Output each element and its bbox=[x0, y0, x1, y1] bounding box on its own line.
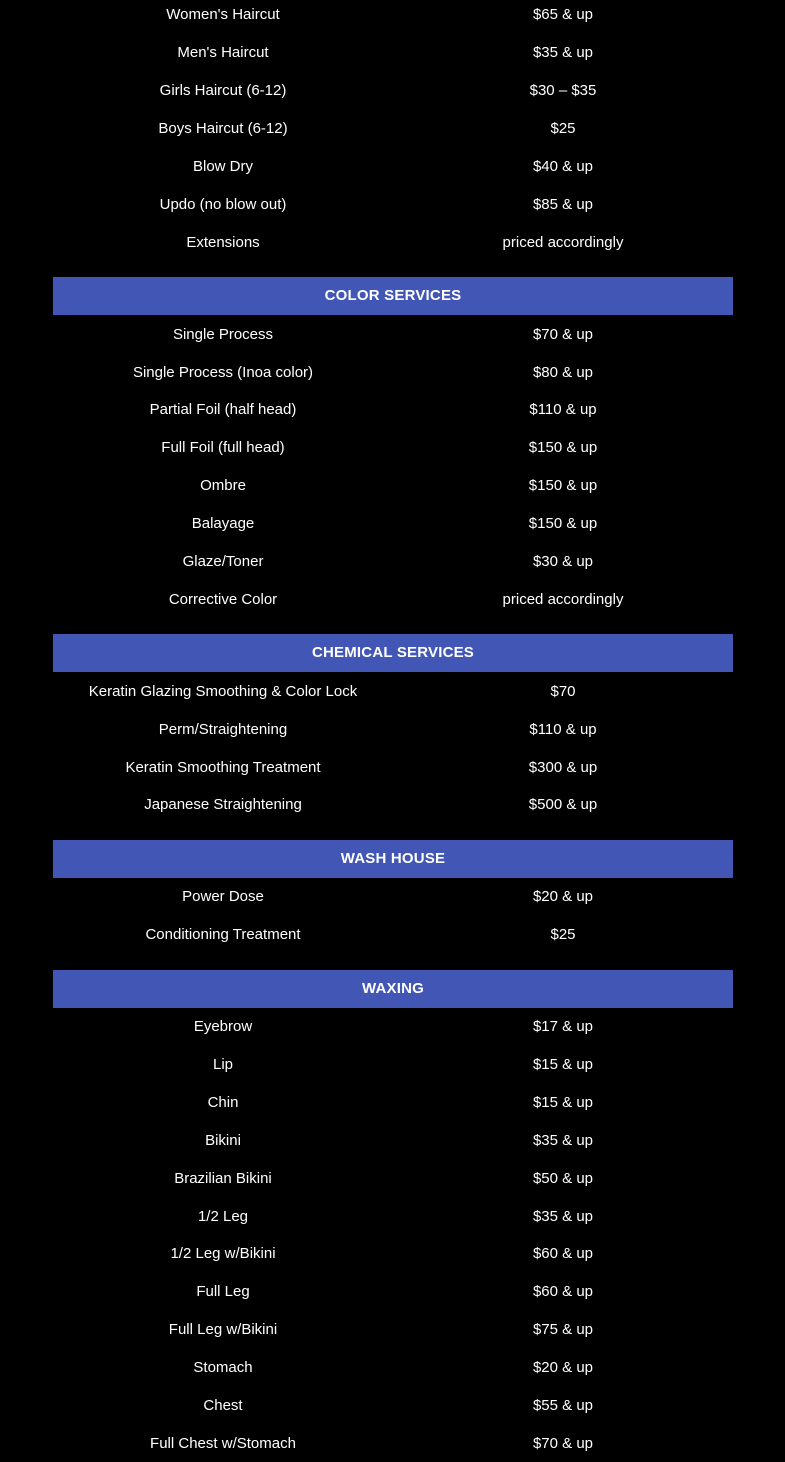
service-price: priced accordingly bbox=[393, 591, 733, 608]
service-price: $20 & up bbox=[393, 888, 733, 905]
price-row bbox=[53, 580, 733, 618]
service-name: Women's Haircut bbox=[53, 6, 393, 23]
service-price: $300 & up bbox=[393, 759, 733, 776]
price-row bbox=[53, 0, 733, 34]
service-price: $25 bbox=[393, 926, 733, 943]
price-row bbox=[53, 710, 733, 748]
price-row bbox=[53, 1349, 733, 1387]
service-price: $35 & up bbox=[393, 44, 733, 61]
service-price: $20 & up bbox=[393, 1359, 733, 1376]
section-chemical-services bbox=[53, 634, 733, 824]
service-price: $30 & up bbox=[393, 553, 733, 570]
price-row bbox=[53, 1159, 733, 1197]
price-row bbox=[53, 1273, 733, 1311]
service-name: Full Leg bbox=[53, 1283, 393, 1300]
service-price: $70 bbox=[393, 683, 733, 700]
section-color-services bbox=[53, 277, 733, 618]
price-row bbox=[53, 1121, 733, 1159]
service-price: $150 & up bbox=[393, 515, 733, 532]
price-row bbox=[53, 672, 733, 710]
service-name: Conditioning Treatment bbox=[53, 926, 393, 943]
service-name: Partial Foil (half head) bbox=[53, 401, 393, 418]
service-price: $60 & up bbox=[393, 1245, 733, 1262]
service-price: $40 & up bbox=[393, 158, 733, 175]
service-name: Glaze/Toner bbox=[53, 553, 393, 570]
section-header: WAXING bbox=[53, 970, 733, 1008]
service-name: Updo (no blow out) bbox=[53, 196, 393, 213]
service-name: Corrective Color bbox=[53, 591, 393, 608]
service-name: Keratin Glazing Smoothing & Color Lock bbox=[53, 683, 393, 700]
price-row bbox=[53, 505, 733, 543]
price-row bbox=[53, 429, 733, 467]
price-row bbox=[53, 786, 733, 824]
service-price: $50 & up bbox=[393, 1170, 733, 1187]
price-row bbox=[53, 34, 733, 72]
section-wash-house bbox=[53, 840, 733, 954]
service-price: $70 & up bbox=[393, 326, 733, 343]
section-header: COLOR SERVICES bbox=[53, 277, 733, 315]
price-row bbox=[53, 1046, 733, 1084]
service-name: Boys Haircut (6-12) bbox=[53, 120, 393, 137]
service-price: $55 & up bbox=[393, 1397, 733, 1414]
service-name: Extensions bbox=[53, 234, 393, 251]
service-price: priced accordingly bbox=[393, 234, 733, 251]
price-row bbox=[53, 391, 733, 429]
price-row bbox=[53, 148, 733, 186]
price-row bbox=[53, 1008, 733, 1046]
service-price: $30 – $35 bbox=[393, 82, 733, 99]
price-row bbox=[53, 916, 733, 954]
price-row bbox=[53, 543, 733, 581]
service-name: Full Chest w/Stomach bbox=[53, 1435, 393, 1452]
service-price: $35 & up bbox=[393, 1208, 733, 1225]
section-hair-services bbox=[53, 0, 733, 261]
price-row bbox=[53, 1235, 733, 1273]
service-price: $15 & up bbox=[393, 1094, 733, 1111]
service-name: 1/2 Leg w/Bikini bbox=[53, 1245, 393, 1262]
service-name: Full Foil (full head) bbox=[53, 439, 393, 456]
service-name: Ombre bbox=[53, 477, 393, 494]
service-name: Full Leg w/Bikini bbox=[53, 1321, 393, 1338]
service-price: $35 & up bbox=[393, 1132, 733, 1149]
service-price: $80 & up bbox=[393, 364, 733, 381]
service-price: $15 & up bbox=[393, 1056, 733, 1073]
price-row bbox=[53, 353, 733, 391]
service-name: Power Dose bbox=[53, 888, 393, 905]
service-name: Single Process bbox=[53, 326, 393, 343]
service-price: $60 & up bbox=[393, 1283, 733, 1300]
service-name: Perm/Straightening bbox=[53, 721, 393, 738]
service-price: $65 & up bbox=[393, 6, 733, 23]
service-name: Lip bbox=[53, 1056, 393, 1073]
service-price: $110 & up bbox=[393, 721, 733, 738]
service-name: Blow Dry bbox=[53, 158, 393, 175]
service-price: $70 & up bbox=[393, 1435, 733, 1452]
price-row bbox=[53, 1197, 733, 1235]
price-row bbox=[53, 1387, 733, 1425]
service-name: Bikini bbox=[53, 1132, 393, 1149]
price-row bbox=[53, 315, 733, 353]
price-row bbox=[53, 1083, 733, 1121]
price-row bbox=[53, 1311, 733, 1349]
service-name: Girls Haircut (6-12) bbox=[53, 82, 393, 99]
price-row bbox=[53, 110, 733, 148]
service-name: Brazilian Bikini bbox=[53, 1170, 393, 1187]
price-menu bbox=[53, 0, 733, 1462]
service-name: Keratin Smoothing Treatment bbox=[53, 759, 393, 776]
price-row bbox=[53, 467, 733, 505]
service-name: Eyebrow bbox=[53, 1018, 393, 1035]
service-name: Japanese Straightening bbox=[53, 796, 393, 813]
section-header: CHEMICAL SERVICES bbox=[53, 634, 733, 672]
service-price: $150 & up bbox=[393, 439, 733, 456]
service-name: Chin bbox=[53, 1094, 393, 1111]
price-row bbox=[53, 748, 733, 786]
service-price: $25 bbox=[393, 120, 733, 137]
service-price: $110 & up bbox=[393, 401, 733, 418]
price-row bbox=[53, 223, 733, 261]
service-price: $17 & up bbox=[393, 1018, 733, 1035]
service-name: Chest bbox=[53, 1397, 393, 1414]
service-name: Single Process (Inoa color) bbox=[53, 364, 393, 381]
price-row bbox=[53, 185, 733, 223]
service-price: $150 & up bbox=[393, 477, 733, 494]
service-name: Men's Haircut bbox=[53, 44, 393, 61]
section-waxing bbox=[53, 970, 733, 1462]
service-name: 1/2 Leg bbox=[53, 1208, 393, 1225]
service-price: $500 & up bbox=[393, 796, 733, 813]
price-row bbox=[53, 1425, 733, 1462]
service-name: Balayage bbox=[53, 515, 393, 532]
service-name: Stomach bbox=[53, 1359, 393, 1376]
price-row bbox=[53, 878, 733, 916]
service-price: $85 & up bbox=[393, 196, 733, 213]
price-row bbox=[53, 72, 733, 110]
section-header: WASH HOUSE bbox=[53, 840, 733, 878]
service-price: $75 & up bbox=[393, 1321, 733, 1338]
